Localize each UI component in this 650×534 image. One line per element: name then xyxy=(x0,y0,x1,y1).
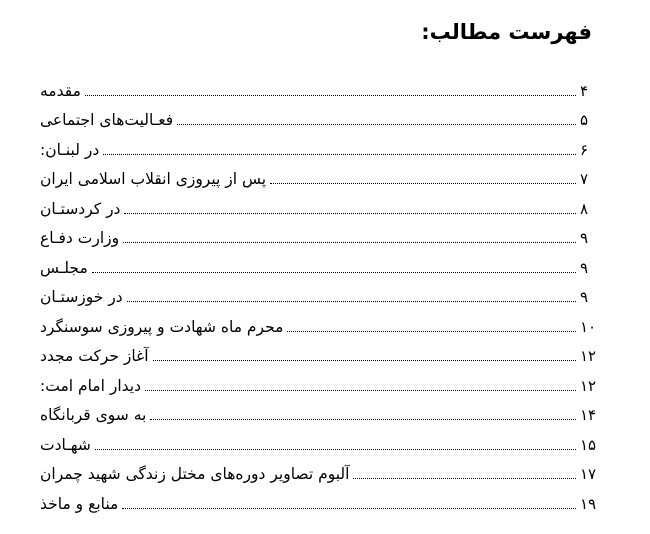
toc-entry-label: شهـادت xyxy=(40,435,91,454)
toc-entry-page-number: ۱۰ xyxy=(580,317,597,336)
toc-entry-page-number: ۱۵ xyxy=(580,435,597,454)
toc-dot-leader xyxy=(150,419,576,420)
toc-dot-leader xyxy=(103,154,576,155)
toc-entry-page-number: ۱۲ xyxy=(580,376,597,395)
toc-entry-page-number: ۱۲ xyxy=(580,347,597,365)
toc-entry[interactable] xyxy=(40,308,598,338)
toc-entry-label: فعـالیت‌های اجتماعی xyxy=(40,111,174,129)
toc-entry-page-number: ۹ xyxy=(580,229,589,247)
toc-entry[interactable] xyxy=(40,249,598,279)
toc-entry-label: به سوی قربانگاه xyxy=(40,406,147,424)
toc-entry-page-number: ۱۴ xyxy=(580,406,597,424)
toc-dot-leader xyxy=(287,331,576,332)
toc-dot-leader xyxy=(95,449,576,450)
toc-entry-page-number: ۶ xyxy=(580,140,589,159)
toc-entry-label: دیدار امام امت: xyxy=(40,376,141,395)
toc-entry-page-number: ۸ xyxy=(580,199,589,218)
toc-entry[interactable] xyxy=(40,102,598,132)
toc-entry[interactable] xyxy=(40,161,598,191)
toc-entry-label: محرم ماه شهادت و پیروزی سوسنگرد xyxy=(40,317,284,336)
toc-entry-label: وزارت دفـاع xyxy=(40,229,120,247)
toc-dot-leader xyxy=(122,508,576,509)
toc-dot-leader xyxy=(145,390,576,391)
toc-entry-page-number: ۹ xyxy=(580,288,589,306)
toc-entry[interactable] xyxy=(40,338,598,368)
toc-entry-page-number: ۱۹ xyxy=(580,494,597,513)
toc-entry-label: مقدمه xyxy=(40,81,81,100)
toc-dot-leader xyxy=(177,124,576,125)
toc-entry[interactable] xyxy=(40,485,598,515)
toc-entry-page-number: ۴ xyxy=(580,81,589,100)
toc-entry[interactable] xyxy=(40,367,598,397)
toc-entry-label: در لبنـان: xyxy=(40,140,100,159)
toc-entry-page-number: ۱۷ xyxy=(580,465,597,483)
toc-entry-label: پس از پیروزی انقلاب اسلامی ایران xyxy=(40,170,267,188)
toc-entry[interactable] xyxy=(40,131,598,161)
toc-entry-label: در کردستـان xyxy=(40,199,121,218)
toc-list xyxy=(40,72,598,515)
toc-entry-label: در خوزستـان xyxy=(40,288,123,306)
toc-dot-leader xyxy=(153,360,576,361)
toc-dot-leader xyxy=(353,478,576,479)
toc-dot-leader xyxy=(270,183,576,184)
toc-entry[interactable] xyxy=(40,426,598,456)
toc-entry[interactable] xyxy=(40,190,598,220)
toc-dot-leader xyxy=(123,242,576,243)
toc-dot-leader xyxy=(124,213,576,214)
toc-entry-label: منابع و ماخذ xyxy=(40,494,119,513)
toc-entry[interactable] xyxy=(40,279,598,309)
toc-entry[interactable] xyxy=(40,72,598,102)
toc-entry-label: مجلـس xyxy=(40,258,88,277)
toc-entry[interactable] xyxy=(40,220,598,250)
toc-entry[interactable] xyxy=(40,456,598,486)
toc-entry-page-number: ۹ xyxy=(580,258,589,277)
toc-dot-leader xyxy=(92,272,576,273)
toc-title: فهرست مطالب: xyxy=(421,20,592,44)
toc-entry-page-number: ۵ xyxy=(580,111,589,129)
toc-entry-label: آلبوم تصاویر دوره‌های مختل زندگی شهید چمران xyxy=(40,465,350,483)
toc-dot-leader xyxy=(85,95,576,96)
toc-entry[interactable] xyxy=(40,397,598,427)
toc-entry-page-number: ۷ xyxy=(580,170,589,188)
toc-entry-label: آغاز حرکت مجدد xyxy=(40,347,149,365)
toc-dot-leader xyxy=(127,301,576,302)
